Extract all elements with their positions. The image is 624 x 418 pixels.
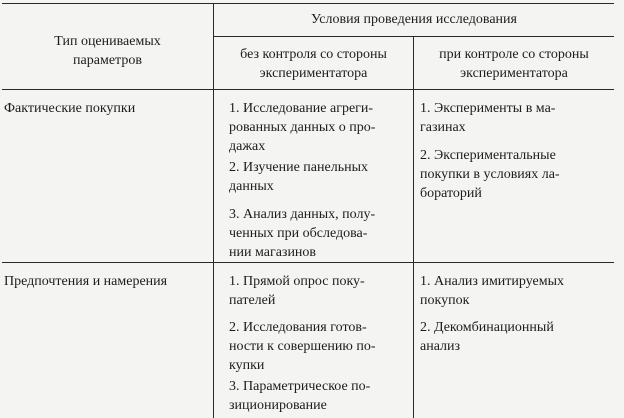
row-separator: [2, 262, 614, 263]
row-actual-purchases-with-item-2: 2. Экспериментальные покупки в условиях ла- бораторий: [420, 148, 560, 201]
header-without-control: без контроля со стороны экспериментатора: [240, 47, 387, 81]
row-preferences-without-item-2: 2. Исследования готов- ности к совершению по- купки: [229, 320, 376, 373]
row-preferences-with-item-1: 1. Анализ имитируемых покупок: [420, 274, 565, 308]
row-preferences-without-item-1: 1. Прямой опрос поку- пателей: [229, 274, 365, 308]
row-actual-purchases-without-item-1: 1. Исследование агреги- рованных данных о про- дажах: [229, 101, 376, 154]
header-param-type: Тип оцениваемых параметров: [54, 34, 161, 68]
top-rule: [2, 3, 614, 4]
conditions-underline: [214, 36, 614, 37]
row-actual-purchases-without-item-3: 3. Анализ данных, полу- ченных при обследова- нии магазинов: [229, 207, 376, 260]
row-preferences-without-item-3: 3. Параметрическое по- зиционирование: [229, 379, 371, 413]
column-divider-2: [413, 36, 414, 418]
row-preferences-with-item-2: 2. Декомбинационный анализ: [420, 320, 554, 354]
row-actual-purchases-without-item-2: 2. Изучение панельных данных: [229, 160, 368, 194]
row-actual-purchases-param: Фактические покупки: [4, 101, 136, 116]
header-conditions: Условия проведения исследования: [311, 12, 517, 27]
header-bottom-rule: [2, 89, 614, 90]
header-with-control: при контроле со стороны экспериментатора: [439, 47, 589, 81]
row-actual-purchases-with-item-1: 1. Эксперименты в ма- газинах: [420, 101, 556, 135]
row-preferences-param: Предпочтения и намерения: [4, 274, 168, 289]
